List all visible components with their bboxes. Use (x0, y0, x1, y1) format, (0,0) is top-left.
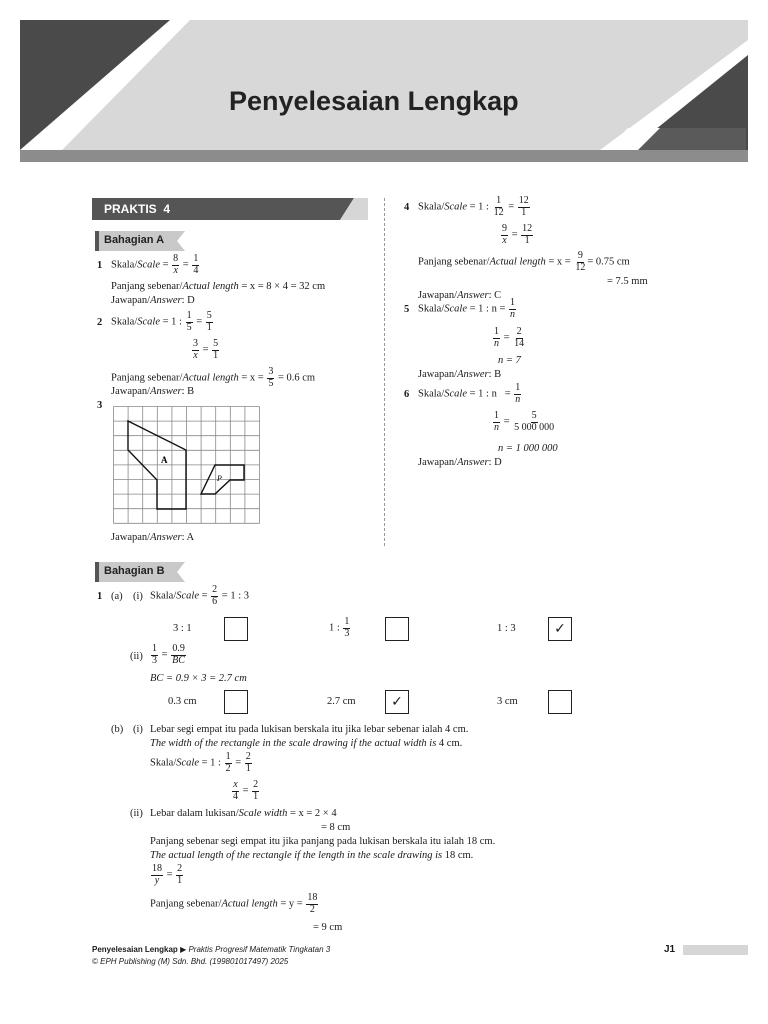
numerator: 2 (245, 751, 251, 762)
q5-line3: n = 7 (498, 355, 521, 366)
denominator: n (494, 337, 499, 349)
txt: = x = 2 × 4 (287, 808, 337, 819)
txt: : A (181, 532, 195, 543)
txt: = (159, 649, 171, 661)
fraction (513, 327, 525, 349)
b-q1-bii-label: (ii) (130, 808, 143, 819)
scale-drawing-grid (113, 406, 260, 524)
fraction (172, 254, 179, 276)
option-checkbox[interactable] (224, 690, 248, 714)
b-q1-bi-line4 (231, 780, 260, 802)
numerator: 0.9 (172, 643, 185, 654)
numerator: 1 (515, 382, 521, 393)
txt: Scale width (238, 808, 288, 819)
b-q1-aii-line1 (150, 644, 187, 666)
option-checkbox-checked[interactable]: ✓ (548, 617, 572, 641)
txt: : D (488, 457, 502, 468)
denominator: n (515, 393, 521, 405)
b-q1-bii-line1 (150, 808, 337, 819)
b-q1-number: 1 (97, 591, 103, 602)
q1-line2 (111, 281, 325, 292)
numerator: 5 (206, 310, 212, 321)
txt: Answer (457, 369, 489, 380)
denominator: n (494, 421, 499, 433)
denominator: 1 (213, 349, 219, 361)
q4-line2 (500, 224, 534, 246)
txt: : B (488, 369, 502, 380)
q2-line1 (111, 311, 214, 333)
numerator: 2 (177, 863, 183, 874)
numerator: 18 (307, 892, 318, 903)
q5-line2 (492, 327, 526, 349)
txt: Scale (444, 303, 467, 315)
option-checkbox[interactable] (385, 617, 409, 641)
txt: Jawapan/ (418, 290, 458, 301)
txt: Skala/ (111, 316, 138, 328)
fraction (518, 196, 530, 218)
txt: = (199, 590, 211, 602)
txt: = 0.75 cm (587, 256, 630, 268)
denominator: 1 (206, 321, 212, 333)
numerator: 5 (531, 410, 537, 421)
denominator: 5 (186, 321, 192, 333)
txt: Jawapan/ (111, 532, 151, 543)
footer-book: Praktis Progresif Matematik Tingkatan 3 (188, 945, 331, 954)
numerator: 3 (193, 338, 198, 349)
txt: = 1 : (199, 757, 224, 769)
fraction (521, 224, 533, 246)
denominator: 6 (212, 595, 218, 607)
denominator: 1 (253, 790, 259, 802)
txt: = (200, 344, 212, 356)
numerator: 18 (152, 863, 162, 874)
option-label: 3 cm (497, 696, 518, 707)
txt: = (193, 316, 205, 328)
q3-number: 3 (97, 400, 103, 411)
numerator: 3 (268, 366, 274, 377)
txt: = (164, 869, 176, 881)
txt: = x = 8 × 4 = 32 cm (238, 281, 326, 292)
txt: 4 cm. (436, 738, 463, 749)
q4-line4: = 7.5 mm (607, 276, 648, 287)
b-q1-ai-line (150, 585, 249, 607)
txt: = 0.6 cm (275, 372, 316, 384)
fraction (212, 339, 219, 361)
txt: Answer (150, 532, 182, 543)
denominator: 4 (233, 790, 238, 802)
b-q1-bii-line5 (150, 864, 184, 886)
txt: The actual length of the rectangle if the length in the scale drawing is (150, 850, 443, 861)
txt: = 1 : (160, 316, 185, 328)
txt: Scale (176, 757, 199, 769)
txt: = 1 : n = (467, 388, 514, 400)
fraction (186, 311, 193, 333)
footer-line1 (92, 945, 330, 954)
b-q1-ai-label: (i) (133, 591, 143, 602)
q6-line3: n = 1 000 000 (498, 443, 558, 454)
footer-copyright: © EPH Publishing (M) Sdn. Bhd. (199801017497) 2025 (92, 957, 289, 966)
txt: : D (181, 295, 195, 306)
b-q1-bi-line2 (150, 738, 462, 749)
fraction (513, 411, 555, 433)
denominator: 12 (493, 206, 504, 218)
shape-p-label: P (217, 474, 222, 483)
q6-line1 (418, 383, 522, 405)
denominator: 5 (268, 377, 274, 389)
q5-line1 (418, 298, 517, 320)
b-q1-aii-line2: BC = 0.9 × 3 = 2.7 cm (150, 673, 247, 684)
numerator: 2 (253, 779, 259, 790)
numerator: 12 (518, 195, 529, 206)
numerator: 1 (344, 616, 350, 627)
b-q1-bi-line3 (150, 752, 253, 774)
denominator: n (510, 308, 516, 320)
footer-arrow: ▶ (180, 945, 187, 954)
option-checkbox-checked[interactable]: ✓ (385, 690, 409, 714)
denominator: 5 000 000 (514, 421, 555, 433)
numerator: 1 (152, 643, 157, 654)
denominator: 12 (575, 261, 586, 273)
denominator: x (502, 234, 507, 246)
denominator: x (193, 349, 198, 361)
praktis-label (104, 202, 170, 216)
txt: Actual length (221, 898, 278, 910)
numerator: 12 (522, 223, 533, 234)
q6-number: 6 (404, 389, 410, 400)
b-q1-bi-line1: Lebar segi empat itu pada lukisan berskala itu jika lebar sebenar ialah 4 cm. (150, 724, 469, 735)
bahagian-b-label: Bahagian B (104, 565, 165, 577)
numerator: 2 (516, 326, 522, 337)
fraction (493, 327, 500, 349)
fraction (211, 585, 218, 607)
denominator: 1 (524, 234, 530, 246)
txt: Panjang sebenar/ (111, 372, 183, 384)
txt: = (509, 229, 521, 241)
txt: = 1 : (467, 201, 492, 213)
b-q1-bii-line3: Panjang sebenar segi empat itu jika panjang pada lukisan berskala itu ialah 18 cm. (150, 836, 496, 847)
b-q1-a-label: (a) (111, 591, 123, 602)
txt: Scale (444, 201, 467, 213)
numerator: 9 (577, 250, 583, 261)
q4-number: 4 (404, 202, 410, 213)
b-q1-bi-label: (i) (133, 724, 143, 735)
q2-number: 2 (97, 317, 103, 328)
txt: = (501, 416, 513, 428)
fraction (192, 254, 199, 276)
txt: Answer (457, 457, 489, 468)
q2-answer (111, 386, 194, 397)
numerator: x (233, 779, 238, 790)
txt: 18 cm. (442, 850, 474, 861)
option-checkbox[interactable] (224, 617, 248, 641)
numerator: 1 (193, 253, 199, 264)
txt: = 1 : 3 (219, 590, 250, 602)
txt: = x = (238, 372, 267, 384)
txt: Panjang sebenar/ (111, 281, 183, 292)
fraction (176, 864, 183, 886)
txt: = (240, 785, 252, 797)
txt: Skala/ (150, 757, 177, 769)
denominator: 4 (193, 264, 199, 276)
txt: Scale (444, 388, 467, 400)
txt: = (232, 757, 244, 769)
b-q1-aii-label: (ii) (130, 651, 143, 662)
q1-line1 (111, 254, 200, 276)
b-q1-b-label: (b) (111, 724, 124, 735)
numerator: 5 (213, 338, 219, 349)
txt: Answer (150, 295, 182, 306)
txt: Actual length (182, 372, 239, 384)
option-label: 2.7 cm (327, 696, 356, 707)
fraction (493, 196, 505, 218)
option-checkbox[interactable] (548, 690, 572, 714)
fraction (501, 224, 508, 246)
denominator: 2 (225, 762, 231, 774)
denominator: y (154, 874, 160, 886)
txt: = x = (545, 256, 574, 268)
footer-title: Penyelesaian Lengkap (92, 945, 178, 954)
txt: = y = (277, 898, 306, 910)
fraction (151, 644, 158, 666)
b-q1-bii-line4 (150, 850, 473, 861)
denominator: 14 (514, 337, 525, 349)
txt: Skala/ (150, 590, 177, 602)
txt: Panjang sebenar/ (418, 256, 490, 268)
q1-number: 1 (97, 260, 103, 271)
b-q1-bii-line6 (150, 893, 319, 915)
b-q1-bii-line7: = 9 cm (313, 922, 343, 933)
q4-line3 (418, 251, 630, 273)
option-label: 3 : 1 (173, 623, 192, 634)
denominator: 3 (152, 654, 157, 666)
column-divider (384, 198, 385, 546)
txt: Lebar dalam lukisan/ (150, 808, 239, 819)
b-q1-bii-line2: = 8 cm (321, 822, 351, 833)
footer-bar (683, 945, 748, 955)
option-label: 0.3 cm (168, 696, 197, 707)
txt: : C (488, 290, 502, 301)
txt: : B (181, 386, 195, 397)
txt: Skala/ (418, 303, 445, 315)
praktis-text: PRAKTIS (104, 202, 157, 216)
fraction (206, 311, 213, 333)
fraction (306, 893, 318, 915)
page-title: Penyelesaian Lengkap (229, 86, 519, 116)
txt: 1 : (329, 622, 343, 634)
denominator: BC (172, 654, 185, 666)
q5-number: 5 (404, 304, 410, 315)
fraction (192, 339, 199, 361)
txt: = (505, 201, 517, 213)
option-label: 1 : 3 (497, 623, 516, 634)
numerator: 1 (510, 297, 516, 308)
txt: Scale (176, 590, 199, 602)
numerator: 9 (502, 223, 507, 234)
fraction (225, 752, 232, 774)
numerator: 1 (494, 410, 499, 421)
txt: Actual length (182, 281, 239, 292)
txt: Skala/ (418, 201, 445, 213)
txt: Skala/ (111, 259, 138, 271)
numerator: 1 (496, 195, 502, 206)
txt: Jawapan/ (111, 295, 151, 306)
denominator: 1 (177, 874, 183, 886)
numerator: 1 (186, 310, 192, 321)
txt: Skala/ (418, 388, 445, 400)
txt: = (180, 259, 192, 271)
praktis-number: 4 (163, 202, 171, 216)
denominator: 1 (245, 762, 251, 774)
fraction (514, 383, 521, 405)
shape-a-label: A (161, 455, 168, 465)
page-number: J1 (664, 944, 676, 955)
numerator: 1 (494, 326, 499, 337)
fraction (245, 752, 252, 774)
fraction (343, 617, 350, 639)
fraction (574, 251, 586, 273)
q4-line1 (418, 196, 531, 218)
numerator: 2 (212, 584, 218, 595)
option-label (329, 617, 351, 639)
txt: Jawapan/ (111, 386, 151, 397)
fraction (232, 780, 239, 802)
fraction (493, 411, 500, 433)
denominator: 1 (521, 206, 527, 218)
txt: Scale (137, 259, 160, 271)
bahagian-a-label: Bahagian A (104, 234, 165, 246)
txt: Scale (137, 316, 160, 328)
txt: Answer (150, 386, 182, 397)
q3-answer (111, 532, 194, 543)
fraction (267, 367, 274, 389)
txt: Jawapan/ (418, 369, 458, 380)
q6-answer (418, 457, 502, 468)
denominator: 2 (309, 903, 315, 915)
q6-line2 (492, 411, 556, 433)
numerator: 1 (225, 751, 231, 762)
txt: Panjang sebenar/ (150, 898, 222, 910)
q2-line2 (191, 339, 220, 361)
txt: = (160, 259, 172, 271)
numerator: 8 (173, 253, 179, 264)
txt: = (501, 332, 513, 344)
txt: = 1 : n = (467, 303, 509, 315)
fraction (171, 644, 186, 666)
fraction (252, 780, 259, 802)
denominator: x (173, 264, 178, 276)
q1-answer (111, 295, 195, 306)
txt: Answer (457, 290, 489, 301)
fraction (509, 298, 516, 320)
txt: The width of the rectangle in the scale drawing if the actual width is (150, 738, 437, 749)
txt: Jawapan/ (418, 457, 458, 468)
denominator: 3 (344, 627, 350, 639)
txt: Actual length (489, 256, 546, 268)
q5-answer (418, 369, 501, 380)
fraction (151, 864, 163, 886)
